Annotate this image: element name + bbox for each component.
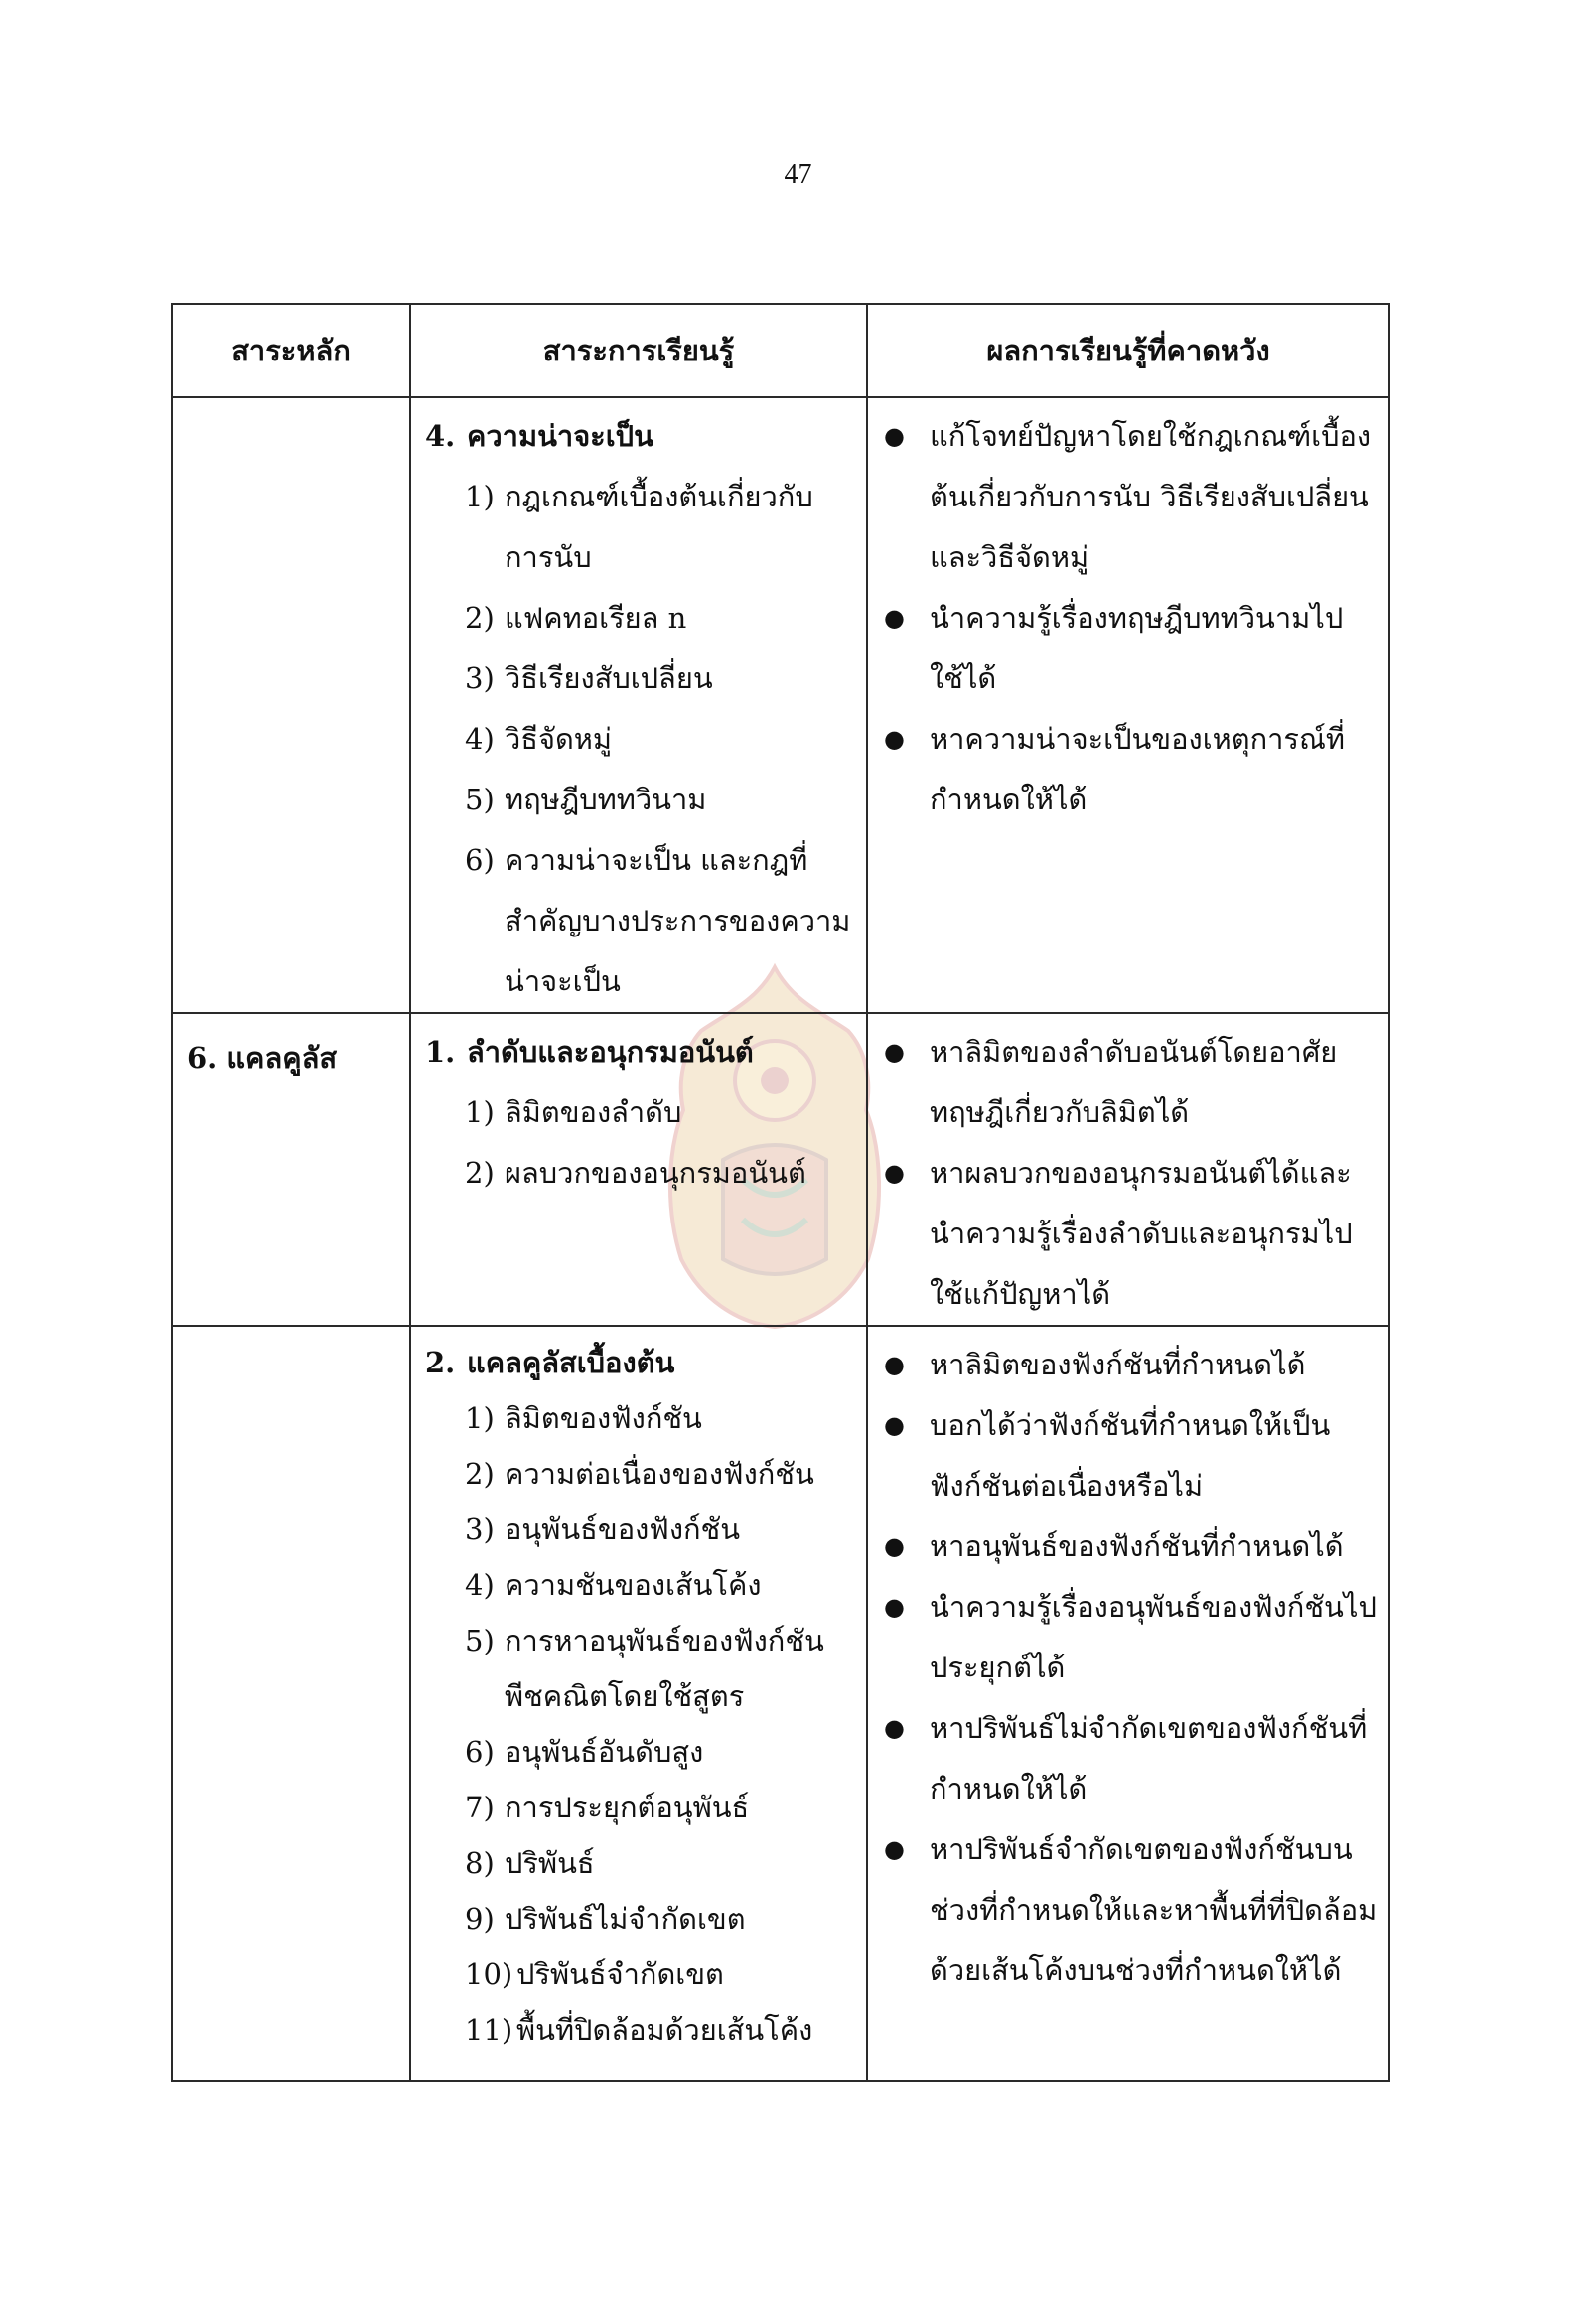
bullet-icon: ● <box>884 1714 905 1742</box>
content-title: 1. ลำดับและอนุกรมอนันต์ <box>425 1035 754 1069</box>
outcome-item: ● หาอนุพันธ์ของฟังก์ชันที่กำหนดได้ <box>882 1516 1378 1577</box>
bullet-icon: ● <box>884 1835 905 1863</box>
content-item: 5) การหาอนุพันธ์ของฟังก์ชันพีชคณิตโดยใช้สูตร <box>465 1624 824 1713</box>
table-row <box>172 1326 1389 2081</box>
strand-cell <box>172 397 410 1013</box>
content-item: 6) ความน่าจะเป็น และกฎที่สำคัญบางประการของความน่าจะเป็น <box>465 843 851 998</box>
header-strand: สาระหลัก <box>172 304 410 397</box>
content-title: 2. แคลคูลัสเบื้องต้น <box>425 1346 675 1379</box>
content-cell <box>410 1326 867 2081</box>
outcome-item: ● หาลิมิตของลำดับอนันต์โดยอาศัยทฤษฎีเกี่ยวกับลิมิตได้ <box>882 1022 1378 1143</box>
content-item: 2) ผลบวกของอนุกรมอนันต์ <box>465 1156 806 1190</box>
content-item: 3) อนุพันธ์ของฟังก์ชัน <box>465 1512 741 1546</box>
content-item: 1) ลิมิตของฟังก์ชัน <box>465 1401 702 1435</box>
content-item: 7) การประยุกต์อนุพันธ์ <box>465 1791 750 1824</box>
outcome-item: ● แก้โจทย์ปัญหาโดยใช้กฎเกณฑ์เบื้องต้นเกี่ยวกับการนับ วิธีเรียงสับเปลี่ยนและวิธีจัดหมู่ <box>882 406 1378 588</box>
content-item: 4) ความชันของเส้นโค้ง <box>465 1568 762 1602</box>
strand-cell <box>172 1326 410 2081</box>
bullet-icon: ● <box>884 422 905 450</box>
table-row <box>172 397 1389 1013</box>
outcome-item: ● นำความรู้เรื่องทฤษฎีบททวินามไปใช้ได้ <box>882 588 1378 709</box>
bullet-icon: ● <box>884 604 905 632</box>
strand-cell: 6. แคลคูลัส <box>172 1013 410 1326</box>
header-expected-outcomes: ผลการเรียนรู้ที่คาดหวัง <box>867 304 1389 397</box>
content-cell <box>410 1013 867 1326</box>
content-item: 10) ปริพันธ์จำกัดเขต <box>465 1957 724 1991</box>
content-item: 6) อนุพันธ์อันดับสูง <box>465 1735 704 1769</box>
content-item: 11) พื้นที่ปิดล้อมด้วยเส้นโค้ง <box>465 2013 813 2047</box>
outcome-item: ● หาความน่าจะเป็นของเหตุการณ์ที่กำหนดให้ได้ <box>882 709 1378 830</box>
outcome-item: ● หาลิมิตของฟังก์ชันที่กำหนดได้ <box>882 1335 1378 1395</box>
curriculum-table <box>171 303 1390 2082</box>
bullet-icon: ● <box>884 1038 905 1066</box>
content-item: 1) ลิมิตของลำดับ <box>465 1095 682 1129</box>
table-header-row <box>172 304 1389 397</box>
content-item: 4) วิธีจัดหมู่ <box>465 722 613 756</box>
bullet-icon: ● <box>884 1411 905 1439</box>
outcome-item: ● บอกได้ว่าฟังก์ชันที่กำหนดให้เป็นฟังก์ชันต่อเนื่องหรือไม่ <box>882 1395 1378 1516</box>
outcome-item: ● นำความรู้เรื่องอนุพันธ์ของฟังก์ชันไปประยุกต์ได้ <box>882 1577 1378 1698</box>
outcomes-cell <box>867 397 1389 1013</box>
content-item: 2) แฟคทอเรียล n <box>465 601 687 635</box>
content-title: 4. ความน่าจะเป็น <box>425 419 653 453</box>
bullet-icon: ● <box>884 1593 905 1621</box>
bullet-icon: ● <box>884 1159 905 1187</box>
bullet-icon: ● <box>884 1351 905 1378</box>
outcome-item: ● หาปริพันธ์จำกัดเขตของฟังก์ชันบนช่วงที่กำหนดให้และหาพื้นที่ที่ปิดล้อมด้วยเส้นโค้งบนช่วงที่กำหนดให้ได้ <box>882 1819 1378 2001</box>
bullet-icon: ● <box>884 1532 905 1560</box>
table-row <box>172 1013 1389 1326</box>
outcome-item: ● หาปริพันธ์ไม่จำกัดเขตของฟังก์ชันที่กำหนดให้ได้ <box>882 1698 1378 1819</box>
content-item: 3) วิธีเรียงสับเปลี่ยน <box>465 661 713 695</box>
bullet-icon: ● <box>884 725 905 753</box>
outcome-item: ● หาผลบวกของอนุกรมอนันต์ได้และนำความรู้เรื่องลำดับและอนุกรมไปใช้แก้ปัญหาได้ <box>882 1143 1378 1325</box>
content-cell <box>410 397 867 1013</box>
header-learning-content: สาระการเรียนรู้ <box>410 304 867 397</box>
content-item: 5) ทฤษฎีบททวินาม <box>465 783 707 816</box>
content-item: 9) ปริพันธ์ไม่จำกัดเขต <box>465 1902 746 1936</box>
content-item: 2) ความต่อเนื่องของฟังก์ชัน <box>465 1457 814 1491</box>
outcomes-cell <box>867 1326 1389 2081</box>
content-item: 8) ปริพันธ์ <box>465 1846 595 1880</box>
page-number: 47 <box>784 159 812 190</box>
content-item: 1) กฎเกณฑ์เบื้องต้นเกี่ยวกับการนับ <box>465 480 813 574</box>
outcomes-cell <box>867 1013 1389 1326</box>
